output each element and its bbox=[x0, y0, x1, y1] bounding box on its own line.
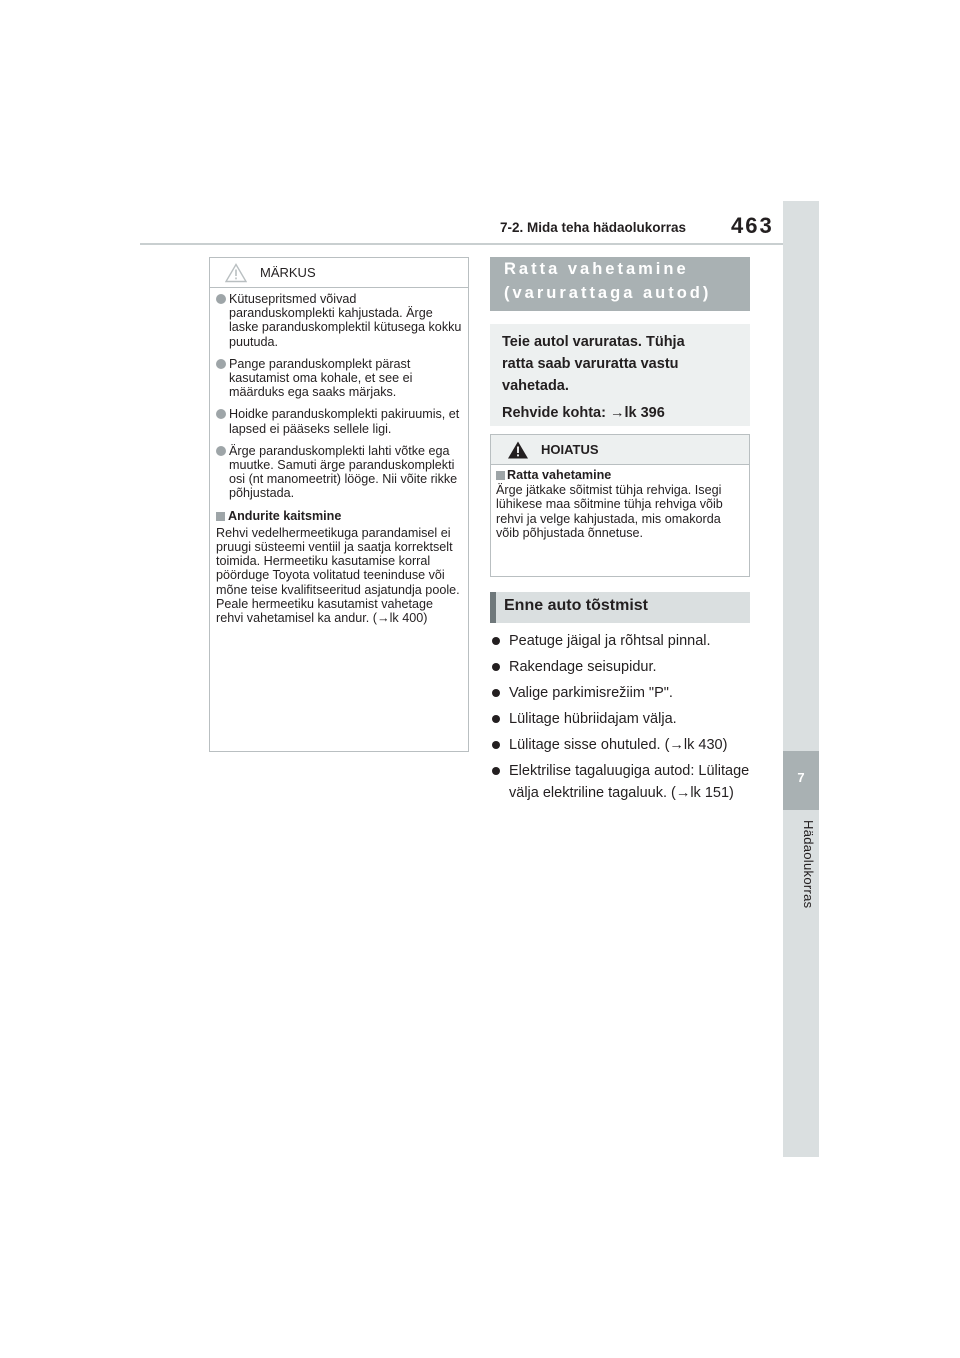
main-heading-line2: (varurattaga autod) bbox=[504, 284, 712, 302]
list-item: Peatuge jäigal ja rõhtsal pinnal. bbox=[490, 630, 760, 652]
page-number: 463 bbox=[731, 213, 774, 238]
intro-line: ratta saab varuratta vastu bbox=[502, 356, 679, 372]
notice-subtitle: Andurite kaitsmine bbox=[216, 509, 462, 523]
notice-item: Ärge paranduskomplekti lahti võtke ega muutke. Samuti ärge paranduskomplekti osi (nt manomeetrit) lööge. Nii võite rikke põhjustada. bbox=[216, 444, 462, 501]
notice-box bbox=[209, 257, 469, 752]
warning-title: HOIATUS bbox=[541, 442, 599, 457]
bullet-dot-icon bbox=[492, 637, 500, 645]
notice-subtext: Rehvi vedelhermeetikuga parandamisel ei pruugi süsteemi ventiil ja saatja korrektselt toimida. Hermeetiku kasutamise korral pöörduge Toyota volitatud teeninduse või mõne teise kvalifitseeritud asjatundja poole. Peale hermeetiku kasutamist vahetage rehvi vahetamisel ka andur. (→lk 400) bbox=[216, 525, 460, 626]
bullet-dot-icon bbox=[492, 663, 500, 671]
intro-box bbox=[490, 324, 750, 426]
warning-header bbox=[491, 435, 749, 465]
notice-item: Hoidke paranduskomplekti pakiruumis, et lapsed ei pääseks sellele ligi. bbox=[216, 407, 462, 435]
bullet-dot-icon bbox=[216, 294, 226, 304]
square-bullet-icon bbox=[496, 471, 505, 480]
square-bullet-icon bbox=[216, 512, 225, 521]
warning-triangle-icon bbox=[507, 440, 529, 460]
main-heading-line1: Ratta vahetamine bbox=[504, 260, 689, 278]
steps-list bbox=[490, 630, 760, 808]
bullet-dot-icon bbox=[216, 446, 226, 456]
chapter-label: Hädaolukorras bbox=[801, 820, 816, 909]
notice-header bbox=[210, 258, 468, 288]
bullet-dot-icon bbox=[492, 689, 500, 697]
warning-text: Ärge jätkake sõitmist tühja rehviga. Isegi lühikese maa sõitmine tühja rehviga võib rehvi ja velge kahjustada, mis omakorda võib põhjustada õnnetuse. bbox=[496, 483, 723, 540]
sub-heading bbox=[490, 592, 750, 623]
section-title: 7-2. Mida teha hädaolukorras bbox=[500, 220, 687, 235]
list-item: Lülitage sisse ohutuled. (→lk 430) bbox=[490, 734, 740, 756]
list-item: Lülitage hübriidajam välja. bbox=[490, 708, 760, 730]
sub-heading-text: Enne auto tõstmist bbox=[504, 597, 649, 614]
notice-body bbox=[210, 288, 468, 625]
notice-item: Kütusepritsmed võivad paranduskomplekti kahjustada. Ärge laske paranduskomplektil kütusega kokku puutuda. bbox=[216, 292, 462, 349]
warning-box bbox=[490, 434, 750, 577]
intro-reference: Rehvide kohta: →lk 396 bbox=[502, 405, 665, 421]
notice-item: Pange paranduskomplekt pärast kasutamist oma kohale, et see ei määrduks ega saaks märjaks. bbox=[216, 357, 462, 400]
bullet-dot-icon bbox=[492, 715, 500, 723]
warning-body bbox=[491, 465, 749, 543]
header-rule bbox=[140, 243, 783, 245]
bullet-dot-icon bbox=[216, 359, 226, 369]
bullet-dot-icon bbox=[492, 741, 500, 749]
caution-triangle-icon bbox=[225, 263, 247, 283]
intro-line: Teie autol varuratas. Tühja bbox=[502, 334, 685, 350]
list-item: Valige parkimisrežiim "P". bbox=[490, 682, 760, 704]
main-heading bbox=[490, 257, 750, 311]
chapter-number: 7 bbox=[797, 770, 805, 785]
chapter-side-tab bbox=[783, 201, 819, 1157]
bullet-dot-icon bbox=[216, 409, 226, 419]
notice-title: MÄRKUS bbox=[260, 265, 316, 280]
bullet-dot-icon bbox=[492, 767, 500, 775]
list-item: Elektrilise tagaluugiga autod: Lülitage välja elektriline tagaluuk. (→lk 151) bbox=[490, 760, 755, 804]
warning-subtitle: Ratta vahetamine bbox=[496, 468, 744, 482]
list-item: Rakendage seisupidur. bbox=[490, 656, 760, 678]
intro-line: vahetada. bbox=[502, 378, 569, 394]
